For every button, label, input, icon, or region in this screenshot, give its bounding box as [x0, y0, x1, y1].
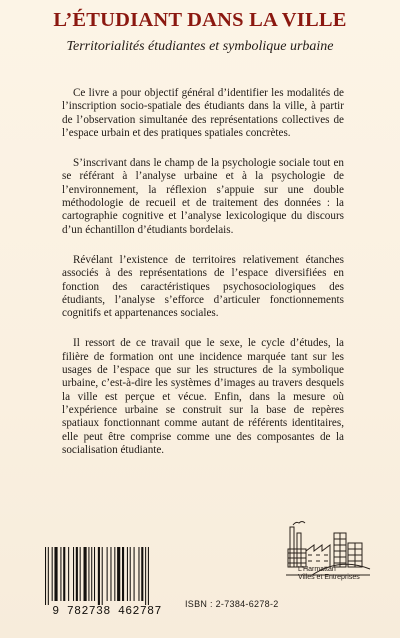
- barcode-digits: 9 782738 462787: [52, 605, 162, 617]
- barcode-bar: [134, 547, 135, 601]
- barcode-bar: [48, 547, 49, 605]
- barcode-bar: [130, 547, 131, 601]
- book-title: L’ÉTUDIANT DANS LA VILLE: [53, 9, 347, 31]
- barcode-bar: [102, 547, 103, 605]
- barcode-bar: [138, 547, 139, 601]
- barcode-bar: [63, 547, 65, 601]
- barcode-bar: [91, 547, 92, 601]
- publisher-name-line-1: L’Harmattan: [298, 566, 336, 573]
- barcode-bar: [68, 547, 69, 601]
- barcode-bar: [73, 547, 74, 601]
- publisher-name: [298, 566, 360, 581]
- barcode-bar: [88, 547, 89, 601]
- barcode-bar: [52, 547, 53, 601]
- barcode: [35, 545, 180, 617]
- blurb-paragraph-3: Révélant l’existence de territoires relativement étanches associés à des représentations de l’espace diversifiées en fonction des caractéristiques psychosociologiques des étudiants, l’analyse s’efforce d’articuler fonctionnements cognitifs et appartenances sociales.: [62, 253, 344, 320]
- barcode-bar: [107, 547, 108, 601]
- barcode-bars: [35, 545, 180, 617]
- blurb-paragraph-1: Ce livre a pour objectif général d’identifier les modalités de l’inscription socio-spatiale des étudiants dans la ville, à partir de l’observation simultanée des représentations collectives de l’espace urbain et des pratiques spatiales concrètes.: [62, 87, 344, 139]
- barcode-bar: [114, 547, 115, 601]
- barcode-bar: [76, 547, 78, 601]
- barcode-bar: [145, 547, 146, 605]
- publisher-name-line-2: Villes et Entreprises: [298, 573, 360, 581]
- barcode-bar: [110, 547, 111, 601]
- barcode-bar: [60, 547, 61, 601]
- barcode-bar: [117, 547, 120, 601]
- barcode-bar: [122, 547, 124, 601]
- blurb-paragraph-4: Il ressort de ce travail que le sexe, le cycle d’études, la filière de formation ont une incidence marquée tant sur les usages de l’espace que sur les structures de la symbolique urbaine, c’est-à-dire les systèmes d’images au travers desquels la ville est perçue et vécue. Enfin, dans la mesure où l’expérience urbaine se construit sur la base de repères spatiaux fonctionnant comme autant de référents identitaires, elle peut être comprise comme une des composantes de la socialisation étudiante.: [62, 337, 344, 456]
- barcode-bar: [141, 547, 143, 601]
- barcode-bar: [127, 547, 128, 601]
- blurb: [62, 87, 344, 474]
- blurb-paragraph-2: S’inscrivant dans le champ de la psychologie sociale tout en se référant à l’analyse urbaine et à la psychologie de l’environnement, la réflexion s’appuie sur une double méthodologie de recueil et de traitement des données : la cartographie cognitive et l’analyse lexicologique du discours d’un échantillon d’étudiants bordelais.: [62, 157, 344, 236]
- book-subtitle: Territorialités étudiantes et symbolique urbaine: [66, 39, 334, 54]
- isbn-text: ISBN : 2-7384-6278-2: [185, 599, 279, 609]
- barcode-bar: [84, 547, 87, 601]
- barcode-bar: [98, 547, 100, 605]
- barcode-bar: [148, 547, 149, 605]
- barcode-bar: [80, 547, 81, 601]
- barcode-bar: [45, 547, 46, 605]
- barcode-bar: [54, 547, 57, 601]
- barcode-bar: [94, 547, 95, 601]
